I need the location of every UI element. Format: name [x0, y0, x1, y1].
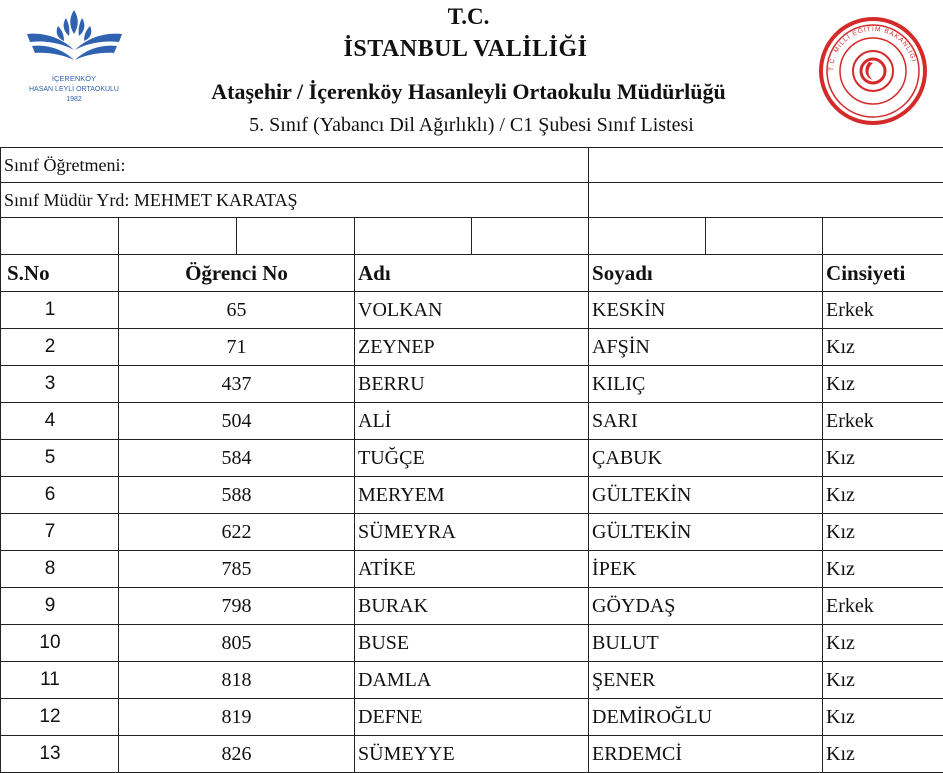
header-tc: T.C. — [0, 4, 940, 30]
cell-surname: DEMİROĞLU — [589, 699, 823, 736]
vice-principal-value — [589, 183, 943, 218]
logo-text-line2: HASAN LEYLİ ORTAOKULU — [29, 84, 119, 93]
cell-student-no: 818 — [119, 662, 355, 699]
cell-student-no: 785 — [119, 551, 355, 588]
cell-gender: Kız — [823, 551, 943, 588]
header-student-no: Öğrenci No — [119, 255, 355, 292]
cell-name: SÜMEYRA — [355, 514, 589, 551]
cell-gender: Kız — [823, 366, 943, 403]
cell-sno: 8 — [1, 551, 119, 588]
vice-principal-row — [1, 183, 943, 218]
cell-gender: Erkek — [823, 588, 943, 625]
table-row — [1, 440, 943, 477]
table-header-row — [1, 255, 943, 292]
cell-gender: Kız — [823, 440, 943, 477]
cell-student-no: 805 — [119, 625, 355, 662]
table-row — [1, 736, 943, 773]
cell-student-no: 65 — [119, 292, 355, 329]
cell-sno: 12 — [1, 699, 119, 736]
cell-gender: Erkek — [823, 403, 943, 440]
cell-gender: Kız — [823, 736, 943, 773]
table-row — [1, 292, 943, 329]
logo-text-line1: İÇERENKÖY — [52, 74, 96, 83]
table-row — [1, 477, 943, 514]
header-governorship: İSTANBUL VALİLİĞİ — [0, 36, 937, 63]
cell-student-no: 819 — [119, 699, 355, 736]
teacher-label: Sınıf Öğretmeni: — [1, 148, 589, 183]
cell-name: SÜMEYYE — [355, 736, 589, 773]
cell-name: BURAK — [355, 588, 589, 625]
cell-name: DEFNE — [355, 699, 589, 736]
cell-student-no: 584 — [119, 440, 355, 477]
cell-surname: GÜLTEKİN — [589, 477, 823, 514]
header-list-title: 5. Sınıf (Yabancı Dil Ağırlıklı) / C1 Şubesi Sınıf Listesi — [0, 114, 943, 137]
cell-surname: GÜLTEKİN — [589, 514, 823, 551]
cell-surname: ERDEMCİ — [589, 736, 823, 773]
teacher-value — [589, 148, 943, 183]
cell-gender: Kız — [823, 477, 943, 514]
table-row — [1, 551, 943, 588]
cell-name: ALİ — [355, 403, 589, 440]
cell-gender: Kız — [823, 329, 943, 366]
cell-name: VOLKAN — [355, 292, 589, 329]
cell-name: ZEYNEP — [355, 329, 589, 366]
cell-gender: Kız — [823, 699, 943, 736]
table-row — [1, 403, 943, 440]
cell-name: BUSE — [355, 625, 589, 662]
table-row — [1, 699, 943, 736]
header-sno: S.No — [1, 255, 119, 292]
cell-sno: 6 — [1, 477, 119, 514]
cell-student-no: 437 — [119, 366, 355, 403]
header-surname: Soyadı — [589, 255, 823, 292]
cell-student-no: 504 — [119, 403, 355, 440]
cell-name: MERYEM — [355, 477, 589, 514]
cell-sno: 2 — [1, 329, 119, 366]
cell-sno: 4 — [1, 403, 119, 440]
table-row — [1, 588, 943, 625]
cell-student-no: 826 — [119, 736, 355, 773]
cell-name: DAMLA — [355, 662, 589, 699]
header-name: Adı — [355, 255, 589, 292]
teacher-row — [1, 148, 943, 183]
cell-sno: 11 — [1, 662, 119, 699]
ministry-seal-icon — [813, 16, 933, 126]
cell-student-no: 588 — [119, 477, 355, 514]
cell-surname: GÖYDAŞ — [589, 588, 823, 625]
logo-text-line3: 1982 — [66, 96, 82, 103]
cell-surname: ŞENER — [589, 662, 823, 699]
header-school-directorate: Ataşehir / İçerenköy Hasanleyli Ortaokulu Müdürlüğü — [0, 79, 940, 105]
cell-student-no: 622 — [119, 514, 355, 551]
table-row — [1, 625, 943, 662]
cell-sno: 9 — [1, 588, 119, 625]
table-row — [1, 514, 943, 551]
cell-surname: KILIÇ — [589, 366, 823, 403]
cell-sno: 10 — [1, 625, 119, 662]
vice-principal-label: Sınıf Müdür Yrd: MEHMET KARATAŞ — [1, 183, 589, 218]
cell-surname: ÇABUK — [589, 440, 823, 477]
cell-gender: Kız — [823, 625, 943, 662]
cell-sno: 3 — [1, 366, 119, 403]
cell-name: TUĞÇE — [355, 440, 589, 477]
cell-sno: 7 — [1, 514, 119, 551]
cell-surname: SARI — [589, 403, 823, 440]
table-row — [1, 329, 943, 366]
cell-name: BERRU — [355, 366, 589, 403]
cell-sno: 5 — [1, 440, 119, 477]
cell-surname: BULUT — [589, 625, 823, 662]
blank-row — [1, 218, 943, 255]
cell-gender: Kız — [823, 662, 943, 699]
cell-sno: 13 — [1, 736, 119, 773]
student-rows — [1, 292, 943, 773]
cell-surname: AFŞİN — [589, 329, 823, 366]
cell-name: ATİKE — [355, 551, 589, 588]
header-gender: Cinsiyeti — [823, 255, 943, 292]
cell-surname: İPEK — [589, 551, 823, 588]
table-row — [1, 366, 943, 403]
cell-student-no: 798 — [119, 588, 355, 625]
cell-student-no: 71 — [119, 329, 355, 366]
cell-gender: Erkek — [823, 292, 943, 329]
seal-text: T.C. MİLLÎ EĞİTİM BAKANLIĞI — [828, 24, 918, 71]
table-row — [1, 662, 943, 699]
cell-sno: 1 — [1, 292, 119, 329]
student-table — [0, 147, 943, 773]
cell-gender: Kız — [823, 514, 943, 551]
cell-surname: KESKİN — [589, 292, 823, 329]
